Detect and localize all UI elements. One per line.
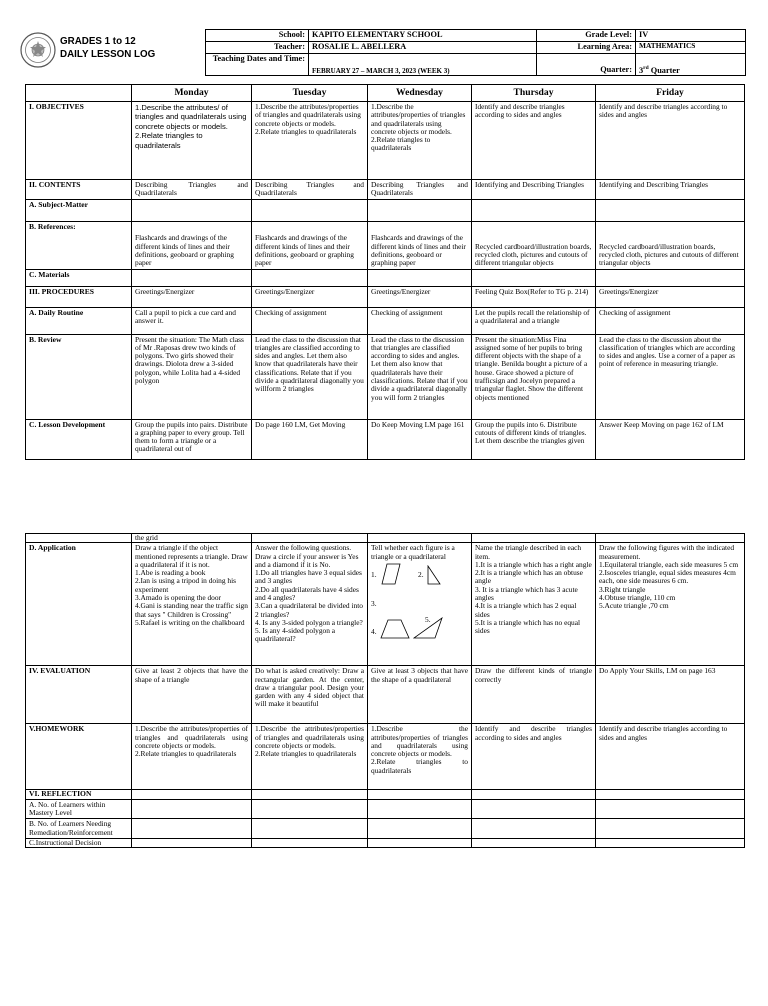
deped-seal-logo (20, 32, 56, 68)
procedures-wednesday: Greetings/Energizer (368, 286, 472, 307)
subject-wednesday (368, 199, 472, 221)
mastery-friday (596, 799, 745, 819)
continued-friday (596, 534, 745, 543)
grade-level-label: Grade Level: (537, 30, 636, 42)
review-wednesday: Lead the class to the discussion that triangles are classified according to sides and angles. Let them also know that quadrilaterals have their classifications. Relate that if you divide a quadrilateral diagonally you will form 2 triangles (368, 334, 472, 419)
decision-monday (132, 838, 252, 847)
routine-thursday: Let the pupils recall the relationship of a quadrilateral and a triangle (472, 307, 596, 334)
school-label: School: (206, 30, 309, 42)
reflection-monday (132, 790, 252, 800)
triangle-figure-icon (427, 565, 441, 585)
homework-tuesday: 1.Describe the attributes/properties of triangles and quadrilaterals using concrete objects or models. 2.Relate triangles to quadrilaterals (252, 724, 368, 790)
row-label-instructional-decision: C.Instructional Decision (26, 838, 132, 847)
teacher-name: ROSALIE L. ABELLERA (309, 42, 537, 54)
evaluation-friday: Do Apply Your Skills, LM on page 163 (596, 666, 745, 724)
subject-monday (132, 199, 252, 221)
mastery-wednesday (368, 799, 472, 819)
teaching-dates-label: Teaching Dates and Time: (206, 54, 309, 76)
procedures-monday: Greetings/Energizer (132, 286, 252, 307)
decision-wednesday (368, 838, 472, 847)
row-label-procedures: III. PROCEDURES (26, 286, 132, 307)
row-label-homework: V.HOMEWORK (26, 724, 132, 790)
lesson-friday: Answer Keep Moving on page 162 of LM (596, 419, 745, 459)
school-name: KAPITO ELEMENTARY SCHOOL (309, 30, 537, 42)
references-wednesday: Flashcards and drawings of the different kinds of lines and their definitions, geoboard or graphing paper (368, 221, 472, 269)
day-header-wednesday: Wednesday (368, 85, 472, 102)
evaluation-wednesday: Give at least 3 objects that have the shape of a quadrilateral (368, 666, 472, 724)
contents-wednesday: Describing Triangles and Quadrilaterals (368, 180, 472, 200)
row-label-lesson-development: C. Lesson Development (26, 419, 132, 459)
lesson-wednesday: Do Keep Moving LM page 161 (368, 419, 472, 459)
application-wednesday (368, 543, 472, 666)
contents-tuesday: Describing Triangles and Quadrilaterals (252, 180, 368, 200)
remediation-friday (596, 819, 745, 839)
application-tuesday: Answer the following questions. Draw a circle if your answer is Yes and a diamond if it is No. 1.Do all triangles have 3 equal sides and 3 angles 2.Do all quadrilaterals have 4 sides and 4 angles? 3.Can a quadrilateral be divided into 2 triangles? 4. Is any 3-sided polygon a triangle? 5. Is any 4-sided polygon a quadrilateral? (252, 543, 368, 666)
lesson-monday: Group the pupils into pairs. Distribute a graphing paper to every group. Tell them to form a triangle or a quadrilateral out of (132, 419, 252, 459)
application-wednesday-text: Tell whether each figure is a triangle or a quadrilateral (371, 543, 455, 561)
references-friday: Recycled cardboard/illustration boards, recycled cloth, pictures and cutouts of different triangular objects (596, 221, 745, 269)
decision-tuesday (252, 838, 368, 847)
figure-label-1: 1. (371, 569, 377, 579)
day-header-tuesday: Tuesday (252, 85, 368, 102)
materials-thursday (472, 269, 596, 286)
continued-thursday (472, 534, 596, 543)
review-monday: Present the situation: The Math class of Mr .Raposas drew two kinds of polygons. Two girls showed their drawings. Diolota drew a 3-sided polygon, while Lolita had a 4-sided polygon (132, 334, 252, 419)
application-monday: Draw a triangle if the object mentioned represents a triangle. Draw a quadrilateral if it is not. 1.Abe is reading a book 2.Ian is using a tripod in doing his experiment 3.Amado is opening the door 4.Gani is standing near the traffic sign that says " Children is Crossing" 5.Rafael is writing on the chalkboard (132, 543, 252, 666)
references-tuesday: Flashcards and drawings of the different kinds of lines and their definitions, geoboard or graphing paper (252, 221, 368, 269)
objectives-wednesday: 1.Describe the attributes/properties of triangles and quadrilaterals using concrete objects or models. 2.Relate triangles to quadrilaterals (368, 102, 472, 180)
dll-grade-range: GRADES 1 to 12 (60, 36, 136, 47)
application-thursday: Name the triangle described in each item. 1.It is a triangle which has a right angle 2.It is a triangle which has an obtuse angle 3. It is a triangle which has 3 acute angles 4.It is a triangle which has 2 equal sides 5.It is a triangle which has no equal sides (472, 543, 596, 666)
contents-friday: Identifying and Describing Triangles (596, 180, 745, 200)
parallelogram-figure-icon (381, 563, 401, 585)
materials-wednesday (368, 269, 472, 286)
lesson-log-table-page1 (25, 84, 745, 460)
remediation-thursday (472, 819, 596, 839)
evaluation-tuesday: Do what is asked creatively: Draw a rectangular garden. At the center, draw a triangular pool. Design your garden with any 4 sided object that will make it beautiful (252, 666, 368, 724)
row-label-objectives: I. OBJECTIVES (26, 102, 132, 180)
lesson-log-table-page2 (25, 533, 745, 848)
remediation-tuesday (252, 819, 368, 839)
routine-monday: Call a pupil to pick a cue card and answer it. (132, 307, 252, 334)
objectives-monday: 1.Describe the attributes/ of triangles and quadrilaterals using concrete objects or models. 2.Relate triangles to quadrilaterals (132, 102, 252, 180)
evaluation-thursday: Draw the different kinds of triangle correctly (472, 666, 596, 724)
remediation-wednesday (368, 819, 472, 839)
procedures-tuesday: Greetings/Energizer (252, 286, 368, 307)
decision-thursday (472, 838, 596, 847)
grade-level-value: IV (636, 30, 746, 42)
figure-set (371, 561, 468, 641)
row-label-subject-matter: A. Subject-Matter (26, 199, 132, 221)
review-thursday: Present the situation:Miss Fina assigned some of her pupils to bring different objects with the shape of a triangle. Benilda bought a picture of a house. Grace showed a picture of trafficsign and Jocelyn prepared a triangular flaglet. Show the different objects mentioned (472, 334, 596, 419)
row-label-remediation: B. No. of Learners Needing Remediation/Reinforcement (26, 819, 132, 839)
lesson-monday-continued: the grid (132, 534, 252, 543)
corner-cell (26, 85, 132, 102)
obtuse-triangle-figure-icon (413, 614, 443, 639)
row-label-mastery: A. No. of Learners within Mastery Level (26, 799, 132, 819)
materials-monday (132, 269, 252, 286)
continued-wednesday (368, 534, 472, 543)
review-tuesday: Lead the class to the discussion that triangles are classified according to sides and angles. Let them also know that quadrilaterals have their classifications. Relate that if you divide a quadrilateral diagonally you willform 2 triangles (252, 334, 368, 419)
reflection-wednesday (368, 790, 472, 800)
subject-thursday (472, 199, 596, 221)
row-label-daily-routine: A. Daily Routine (26, 307, 132, 334)
figure-label-3: 3. (371, 598, 377, 608)
application-friday: Draw the following figures with the indicated measurement. 1.Equilateral triangle, each side measures 5 cm 2.Isosceles triangle, equal sides measures 4cm each, one side measures 6 cm. 3.Right triangle 4.Obtuse triangle, 110 cm 5.Acute triangle ,70 cm (596, 543, 745, 666)
day-header-friday: Friday (596, 85, 745, 102)
evaluation-monday: Give at least 2 objects that have the shape of a triangle (132, 666, 252, 724)
reflection-thursday (472, 790, 596, 800)
homework-monday: 1.Describe the attributes/properties of triangles and quadrilaterals using concrete objects or models. 2.Relate triangles to quadrilaterals (132, 724, 252, 790)
objectives-thursday: Identify and describe triangles according to sides and angles (472, 102, 596, 180)
figure-label-4: 4. (371, 626, 377, 636)
learning-area-value: MATHEMATICS (636, 42, 746, 54)
reflection-friday (596, 790, 745, 800)
header-info-table (205, 29, 746, 76)
contents-thursday: Identifying and Describing Triangles (472, 180, 596, 200)
decision-friday (596, 838, 745, 847)
learning-area-label: Learning Area: (537, 42, 636, 54)
procedures-friday: Greetings/Energizer (596, 286, 745, 307)
lesson-tuesday: Do page 160 LM, Get Moving (252, 419, 368, 459)
lesson-thursday: Group the pupils into 6. Distribute cutouts of different kinds of triangles. Let them describe the triangles given (472, 419, 596, 459)
contents-monday: Describing Triangles and Quadrilaterals (132, 180, 252, 200)
teaching-dates-value: FEBRUARY 27 – MARCH 3, 2023 (WEEK 3) (309, 54, 537, 76)
materials-tuesday (252, 269, 368, 286)
objectives-friday: Identify and describe triangles according to sides and angles (596, 102, 745, 180)
routine-tuesday: Checking of assignment (252, 307, 368, 334)
references-thursday: Recycled cardboard/illustration boards, recycled cloth, pictures and cutouts of different triangular objects (472, 221, 596, 269)
homework-thursday: Identify and describe triangles according to sides and angles (472, 724, 596, 790)
mastery-monday (132, 799, 252, 819)
day-header-monday: Monday (132, 85, 252, 102)
row-label-materials: C. Materials (26, 269, 132, 286)
row-label-reflection: VI. REFLECTION (26, 790, 132, 800)
mastery-thursday (472, 799, 596, 819)
day-header-thursday: Thursday (472, 85, 596, 102)
dll-title: DAILY LESSON LOG (60, 49, 156, 60)
figure-label-5: 5. (425, 614, 431, 624)
homework-wednesday: 1.Describe the attributes/properties of triangles and quadrilaterals using concrete objects or models. 2.Relate triangles to quadrilaterals (368, 724, 472, 790)
trapezoid-figure-icon (380, 619, 410, 639)
reflection-tuesday (252, 790, 368, 800)
row-label-application: D. Application (26, 543, 132, 666)
remediation-monday (132, 819, 252, 839)
procedures-thursday: Feeling Quiz Box(Refer to TG p. 214) (472, 286, 596, 307)
row-label-contents: II. CONTENTS (26, 180, 132, 200)
subject-tuesday (252, 199, 368, 221)
subject-friday (596, 199, 745, 221)
objectives-tuesday: 1.Describe the attributes/properties of triangles and quadrilaterals using concrete objects or models. 2.Relate triangles to quadrilaterals (252, 102, 368, 180)
continued-tuesday (252, 534, 368, 543)
routine-friday: Checking of assignment (596, 307, 745, 334)
review-friday: Lead the class to the discussion about the classification of triangles which are according to sides and angles. Use a corner of a paper as point of reference in measuring triangle. (596, 334, 745, 419)
row-label-evaluation: IV. EVALUATION (26, 666, 132, 724)
materials-friday (596, 269, 745, 286)
figure-label-2: 2. (418, 569, 424, 579)
references-monday: Flashcards and drawings of the different kinds of lines and their definitions, geoboard or graphing paper (132, 221, 252, 269)
quarter-label: Quarter: (537, 54, 636, 76)
teacher-label: Teacher: (206, 42, 309, 54)
row-label-review: B. Review (26, 334, 132, 419)
routine-wednesday: Checking of assignment (368, 307, 472, 334)
homework-friday: Identify and describe triangles according to sides and angles (596, 724, 745, 790)
continued-label-cell (26, 534, 132, 543)
mastery-tuesday (252, 799, 368, 819)
row-label-references: B. References: (26, 221, 132, 269)
quarter-value: 3rd Quarter (636, 54, 746, 76)
